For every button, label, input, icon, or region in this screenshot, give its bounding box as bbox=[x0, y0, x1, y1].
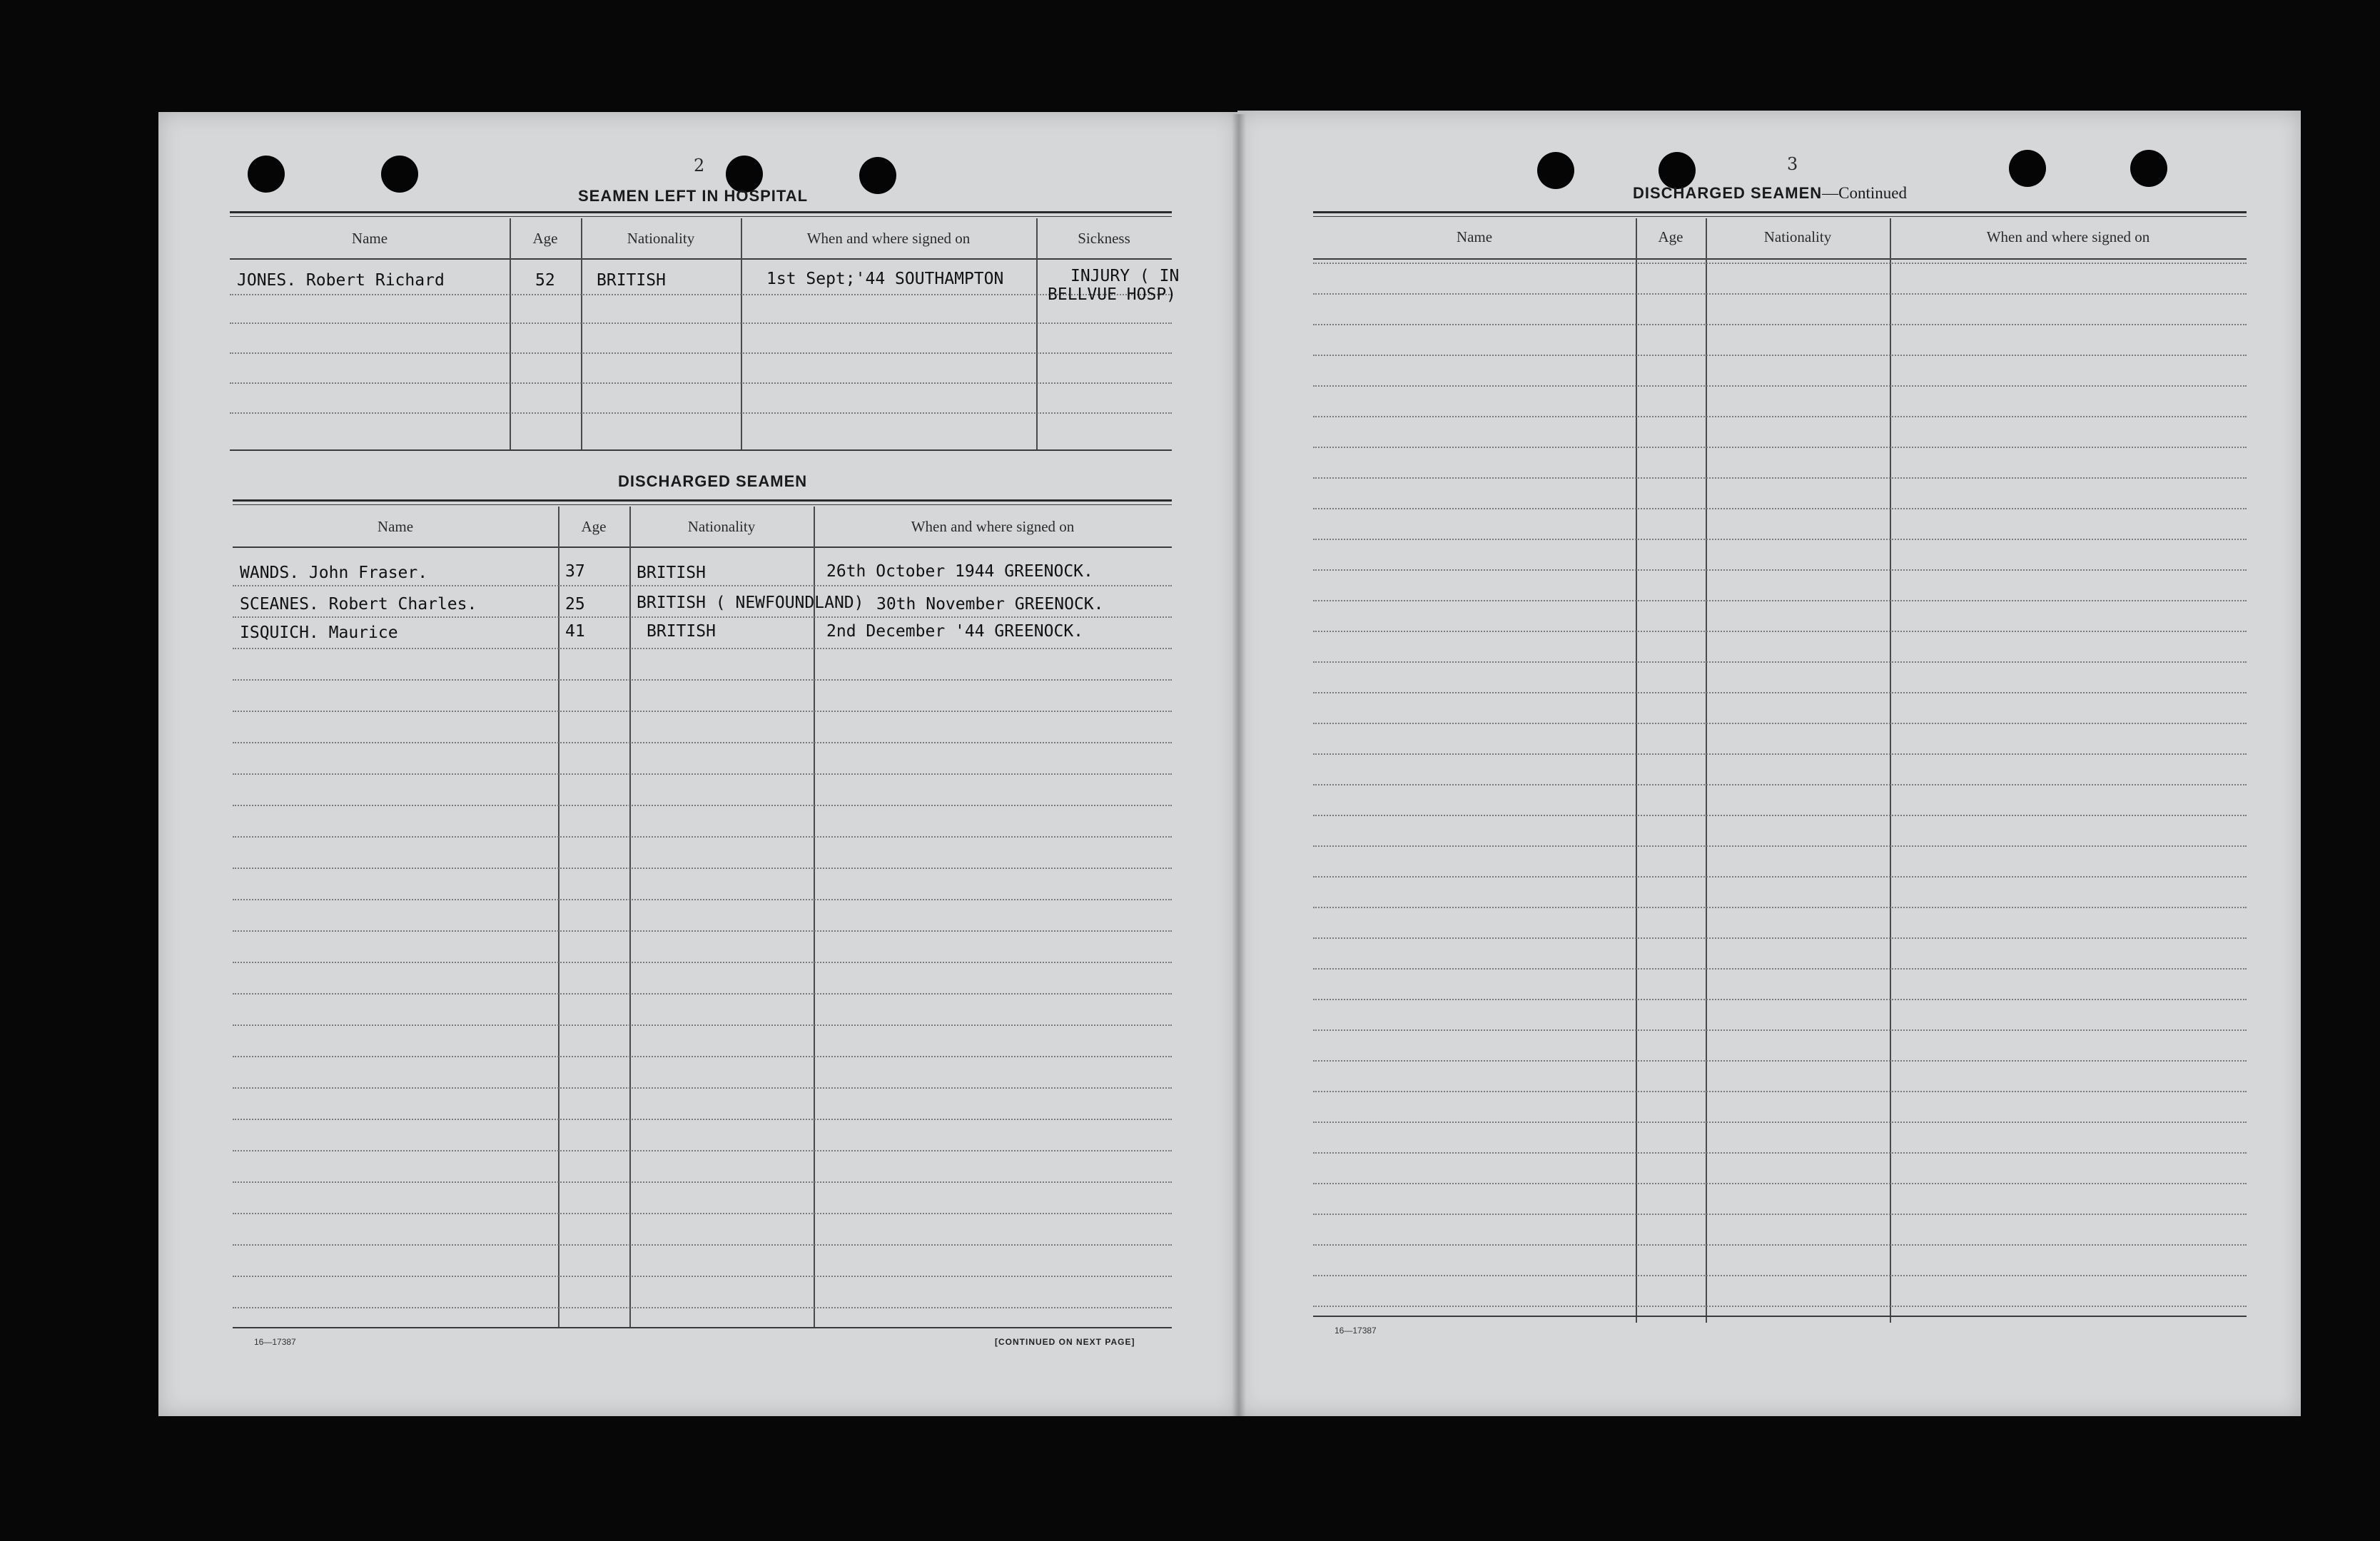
punch-hole bbox=[2009, 150, 2046, 187]
ruling-line bbox=[233, 993, 1172, 995]
column-header-name: Name bbox=[377, 518, 414, 535]
ruling-line bbox=[233, 648, 1172, 649]
discharged-continued-table bbox=[1313, 211, 2247, 1317]
ruling-line bbox=[1313, 447, 2247, 448]
ruling-line bbox=[233, 742, 1172, 743]
page-fold bbox=[1232, 114, 1246, 1416]
hospital-row-sickness-2: BELLVUE HOSP) bbox=[1048, 285, 1177, 304]
discharged-heading: DISCHARGED SEAMEN bbox=[618, 472, 808, 490]
punch-hole bbox=[381, 156, 418, 193]
discharged-row-nationality: BRITISH ( NEWFOUNDLAND) bbox=[637, 594, 864, 612]
hospital-row-age: 52 bbox=[535, 271, 555, 290]
ruling-line bbox=[1313, 753, 2247, 755]
column-header-signed-on: When and where signed on bbox=[806, 230, 971, 247]
hospital-row-signed-on: 1st Sept;'44 SOUTHAMPTON bbox=[766, 270, 1004, 288]
ruling-line bbox=[233, 836, 1172, 838]
ruling-line bbox=[1313, 907, 2247, 908]
ruling-line bbox=[233, 868, 1172, 869]
ruling-line bbox=[1313, 1244, 2247, 1246]
ruling-line bbox=[1313, 600, 2247, 601]
ruling-line bbox=[1313, 1214, 2247, 1215]
ruling-line bbox=[1313, 1275, 2247, 1276]
discharged-continued-title: DISCHARGED SEAMEN bbox=[1633, 184, 1823, 202]
ruling-line bbox=[233, 1024, 1172, 1026]
ruling-line bbox=[1313, 1183, 2247, 1184]
discharged-row-age: 37 bbox=[565, 562, 585, 581]
ruling-line bbox=[1313, 1091, 2247, 1092]
discharged-row-signed-on: 2nd December '44 GREENOCK. bbox=[826, 622, 1084, 641]
column-header-name: Name bbox=[351, 230, 388, 247]
ruling-line bbox=[1313, 293, 2247, 295]
continued-suffix: —Continued bbox=[1822, 184, 1907, 202]
ruling-line bbox=[1313, 723, 2247, 724]
ruling-line bbox=[233, 1119, 1172, 1120]
ruling-line bbox=[1313, 631, 2247, 632]
discharged-table bbox=[233, 499, 1172, 1331]
ruling-line bbox=[233, 1087, 1172, 1089]
ruling-line bbox=[233, 1181, 1172, 1183]
ruling-line bbox=[233, 1244, 1172, 1246]
ruling-line bbox=[233, 679, 1172, 681]
ruling-line bbox=[1313, 416, 2247, 417]
continued-note: [CONTINUED ON NEXT PAGE] bbox=[995, 1337, 1135, 1347]
ruling-line bbox=[233, 1213, 1172, 1214]
discharged-row-nationality: BRITISH bbox=[637, 564, 706, 582]
discharged-row-nationality: BRITISH bbox=[647, 622, 716, 641]
ruling-line bbox=[1313, 569, 2247, 571]
hospital-heading: SEAMEN LEFT IN HOSPITAL bbox=[578, 187, 809, 205]
ruling-line bbox=[1313, 1152, 2247, 1154]
column-header-age: Age bbox=[581, 518, 607, 535]
ruling-line bbox=[1313, 999, 2247, 1000]
ruling-line bbox=[1313, 1029, 2247, 1031]
column-header-signed-on: When and where signed on bbox=[911, 518, 1075, 535]
punch-hole bbox=[248, 156, 285, 193]
discharged-row-signed-on: 26th October 1944 GREENOCK. bbox=[826, 562, 1093, 581]
ruling-line bbox=[233, 805, 1172, 806]
discharged-row-signed-on: 30th November GREENOCK. bbox=[876, 595, 1104, 614]
ruling-line bbox=[233, 962, 1172, 963]
hospital-row-nationality: BRITISH bbox=[597, 271, 666, 290]
page-number: 3 bbox=[1787, 154, 1798, 174]
ruling-line bbox=[1313, 324, 2247, 325]
ruling-line bbox=[1313, 1306, 2247, 1307]
discharged-row-age: 41 bbox=[565, 622, 585, 641]
ruling-line bbox=[1313, 937, 2247, 939]
ruling-line bbox=[1313, 508, 2247, 509]
ruling-line bbox=[1313, 539, 2247, 540]
ruling-line bbox=[1313, 477, 2247, 479]
hospital-table bbox=[230, 211, 1180, 454]
ruling-line bbox=[1313, 661, 2247, 663]
column-header-nationality: Nationality bbox=[687, 518, 756, 535]
ruling-line bbox=[233, 1307, 1172, 1308]
ruling-line bbox=[233, 1276, 1172, 1277]
page-number: 2 bbox=[694, 156, 705, 176]
ruling-line bbox=[1313, 784, 2247, 785]
hospital-row-sickness: INJURY ( IN bbox=[1070, 267, 1180, 285]
ruling-line bbox=[1313, 385, 2247, 387]
ruling-line bbox=[233, 616, 1172, 618]
column-header-age: Age bbox=[532, 230, 558, 247]
column-header-nationality: Nationality bbox=[627, 230, 695, 247]
punch-hole bbox=[1537, 152, 1574, 189]
discharged-continued-heading bbox=[1633, 184, 1907, 203]
ruling-line bbox=[233, 899, 1172, 900]
column-header-name: Name bbox=[1456, 228, 1493, 245]
ruling-line bbox=[1313, 1060, 2247, 1062]
form-code: 16—17387 bbox=[254, 1337, 296, 1347]
discharged-row-name: SCEANES. Robert Charles. bbox=[240, 595, 477, 614]
ruling-line bbox=[1313, 815, 2247, 816]
discharged-row-name: WANDS. John Fraser. bbox=[240, 564, 428, 582]
discharged-row-name: ISQUICH. Maurice bbox=[240, 624, 398, 642]
ruling-line bbox=[1313, 876, 2247, 878]
ruling-line bbox=[1313, 845, 2247, 847]
ruling-line bbox=[233, 585, 1172, 586]
ruling-line bbox=[233, 930, 1172, 932]
ruling-line bbox=[1313, 355, 2247, 356]
hospital-row-name: JONES. Robert Richard bbox=[237, 271, 445, 290]
column-header-age: Age bbox=[1658, 228, 1683, 245]
column-header-sickness: Sickness bbox=[1078, 230, 1130, 247]
discharged-row-age: 25 bbox=[565, 595, 585, 614]
form-code: 16—17387 bbox=[1335, 1326, 1377, 1336]
column-header-nationality: Nationality bbox=[1763, 228, 1832, 245]
ruling-line bbox=[233, 773, 1172, 775]
column-header-signed-on: When and where signed on bbox=[1986, 228, 2150, 245]
ruling-line bbox=[1313, 968, 2247, 970]
punch-hole bbox=[859, 157, 896, 194]
ruling-line bbox=[1313, 263, 2247, 264]
ruling-line bbox=[233, 711, 1172, 712]
ruling-line bbox=[1313, 692, 2247, 693]
ruling-line bbox=[233, 1150, 1172, 1151]
punch-hole bbox=[2130, 150, 2167, 187]
ruling-line bbox=[1313, 1122, 2247, 1123]
ruling-line bbox=[233, 1056, 1172, 1057]
